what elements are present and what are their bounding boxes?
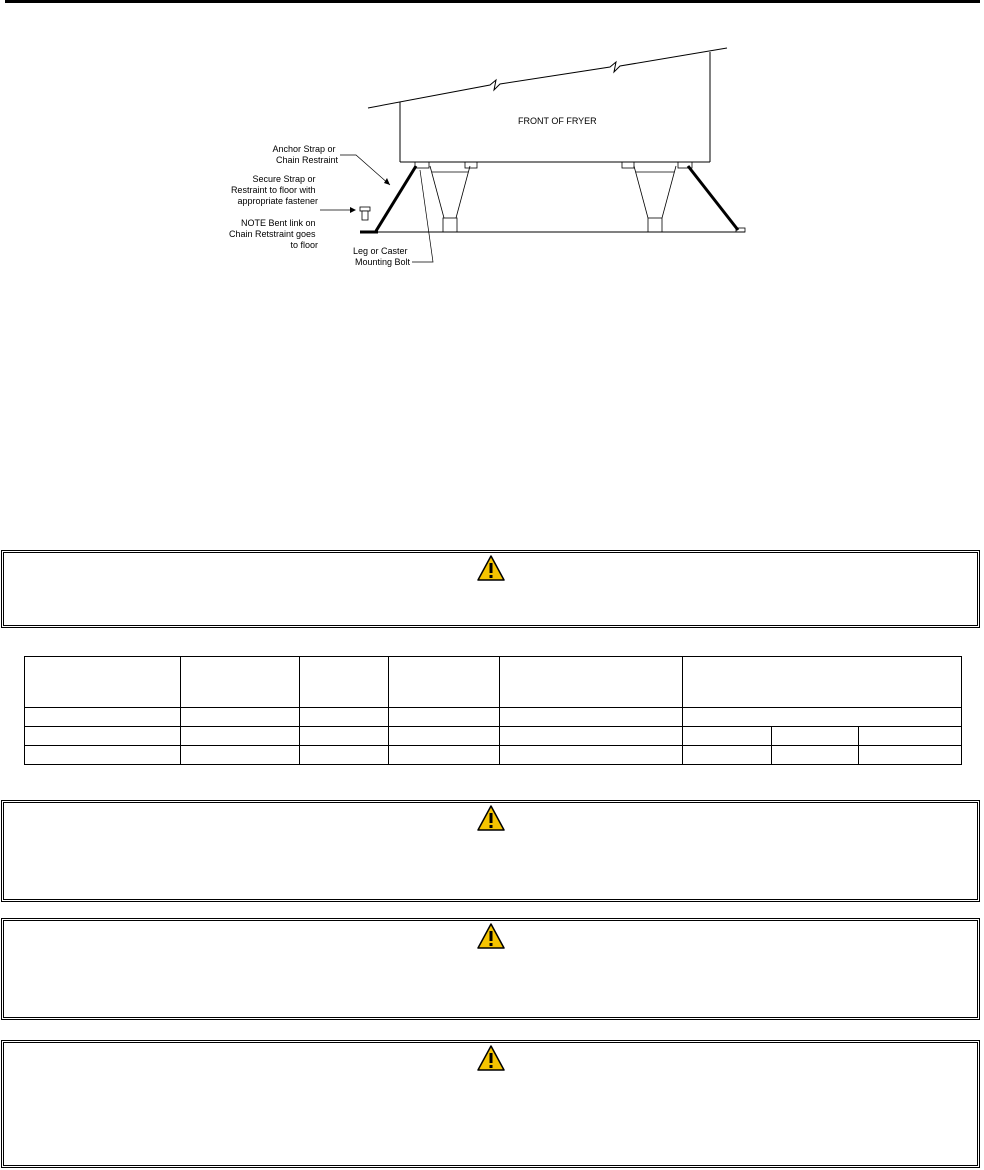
fastener-icon xyxy=(360,207,370,220)
warning-triangle-icon xyxy=(477,555,505,581)
warning-box-3 xyxy=(1,918,980,1020)
warning-box-2 xyxy=(1,800,980,902)
fryer-top-outline xyxy=(368,48,727,108)
left-leg xyxy=(430,166,470,232)
table-row xyxy=(25,708,962,727)
warning-triangle-icon xyxy=(477,1045,505,1071)
bent-link-note: NOTE Bent link on Chain Retstraint goes to floor xyxy=(228,218,318,250)
table-header-row xyxy=(25,657,962,708)
right-anchor-strap xyxy=(688,166,738,230)
fryer-restraint-diagram xyxy=(0,0,984,300)
front-of-fryer-label: FRONT OF FRYER xyxy=(518,116,597,126)
mounting-bolt-label: Leg or Caster Mounting Bolt xyxy=(352,246,410,267)
right-leg xyxy=(634,166,676,232)
warning-box-4 xyxy=(1,1040,980,1168)
secure-strap-label: Secure Strap or Restraint to floor with appropriate fastener xyxy=(230,174,318,206)
warning-box-1 xyxy=(1,550,980,628)
warning-triangle-icon xyxy=(477,805,505,831)
table-row xyxy=(25,727,962,746)
spec-table xyxy=(24,656,962,765)
anchor-strap-label: Anchor Strap or Chain Restraint xyxy=(272,144,338,165)
warning-triangle-icon xyxy=(477,923,505,949)
table-row xyxy=(25,746,962,765)
left-anchor-strap xyxy=(376,166,416,231)
